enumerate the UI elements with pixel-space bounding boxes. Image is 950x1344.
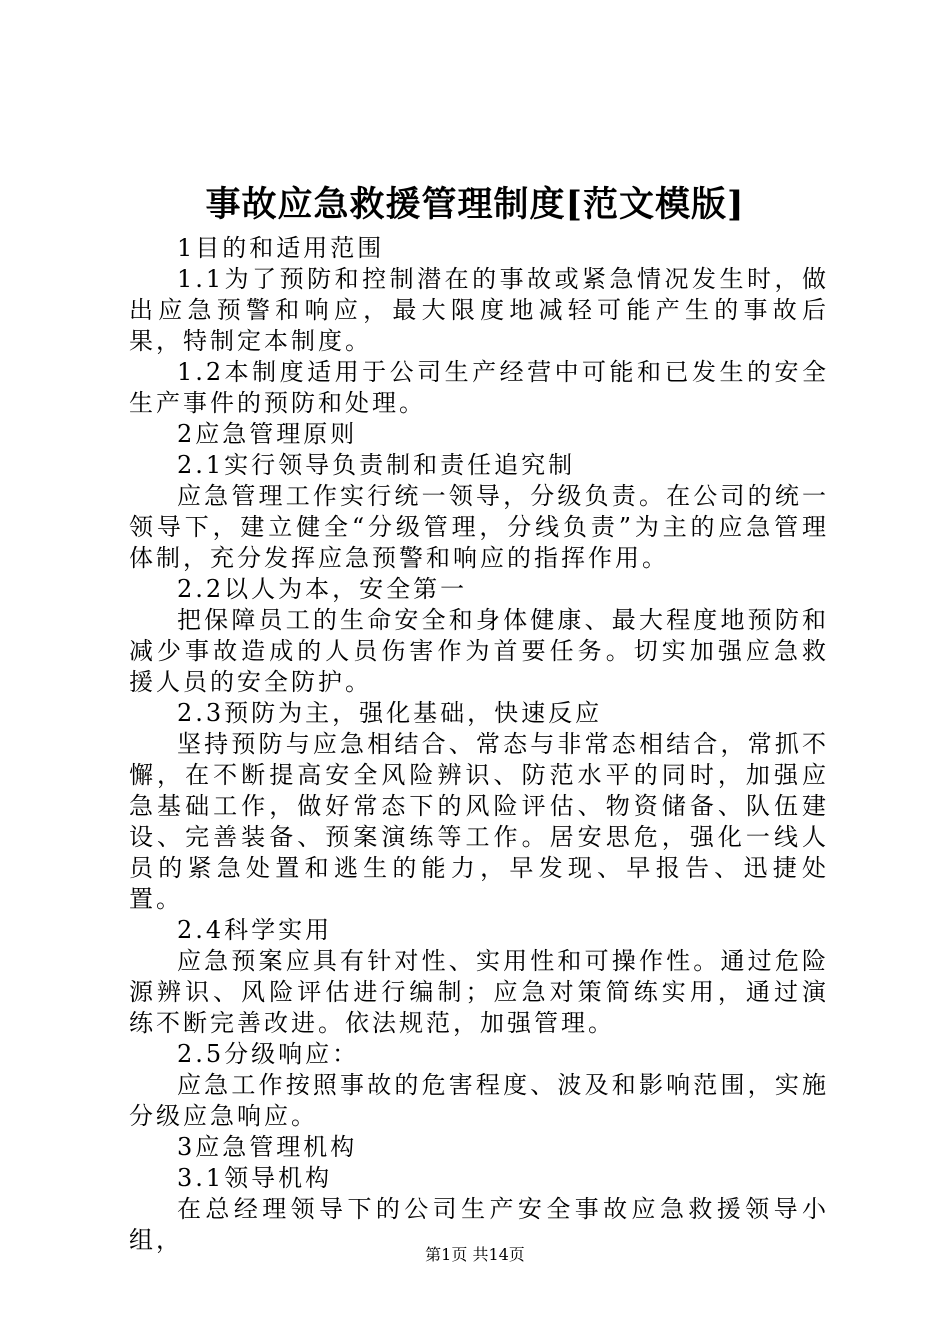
subheading-2-2: 2.2以人为本，安全第一 — [177, 575, 468, 603]
section-heading-2: 2应急管理原则 — [177, 420, 358, 448]
document-body — [129, 233, 829, 1256]
paragraph-1-1: 1.1为了预防和控制潜在的事故或紧急情况发生时，做出应急预警和响应，最大限度地减轻可能产生的事故后果，特制定本制度。 — [129, 265, 829, 355]
subheading-2-1: 2.1实行领导负责制和责任追究制 — [177, 451, 576, 479]
subheading-2-4: 2.4科学实用 — [177, 916, 333, 944]
paragraph-2-1: 应急管理工作实行统一领导，分级负责。在公司的统一领导下，建立健全“分级管理，分线负责”为主的应急管理体制，充分发挥应急预警和响应的指挥作用。 — [129, 482, 829, 572]
subheading-2-5: 2.5分级响应： — [177, 1040, 360, 1068]
section-heading-1: 1目的和适用范围 — [177, 234, 385, 262]
paragraph-2-3: 坚持预防与应急相结合、常态与非常态相结合，常抓不懈，在不断提高安全风险辨识、防范水平的同时，加强应急基础工作，做好常态下的风险评估、物资储备、队伍建设、完善装备、预案演练等工作。居安思危，强化一线人员的紧急处置和逃生的能力，早发现、早报告、迅捷处置。 — [129, 730, 829, 913]
paragraph-3-1: 在总经理领导下的公司生产安全事故应急救援领导小组， — [129, 1195, 829, 1254]
document-title: 事故应急救援管理制度[范文模版] — [205, 184, 745, 225]
subheading-3-1: 3.1领导机构 — [177, 1164, 333, 1192]
paragraph-2-4: 应急预案应具有针对性、实用性和可操作性。通过危险源辨识、风险评估进行编制；应急对策简练实用，通过演练不断完善改进。依法规范，加强管理。 — [129, 947, 829, 1037]
subheading-2-3: 2.3预防为主，强化基础，快速反应 — [177, 699, 603, 727]
page-footer: 第1页 共14页 — [425, 1245, 525, 1264]
section-heading-3: 3应急管理机构 — [177, 1133, 358, 1161]
paragraph-2-2: 把保障员工的生命安全和身体健康、最大程度地预防和减少事故造成的人员伤害作为首要任务。切实加强应急救援人员的安全防护。 — [129, 606, 829, 696]
paragraph-2-5: 应急工作按照事故的危害程度、波及和影响范围，实施分级应急响应。 — [129, 1071, 829, 1130]
paragraph-1-2: 1.2本制度适用于公司生产经营中可能和已发生的安全生产事件的预防和处理。 — [129, 358, 829, 417]
